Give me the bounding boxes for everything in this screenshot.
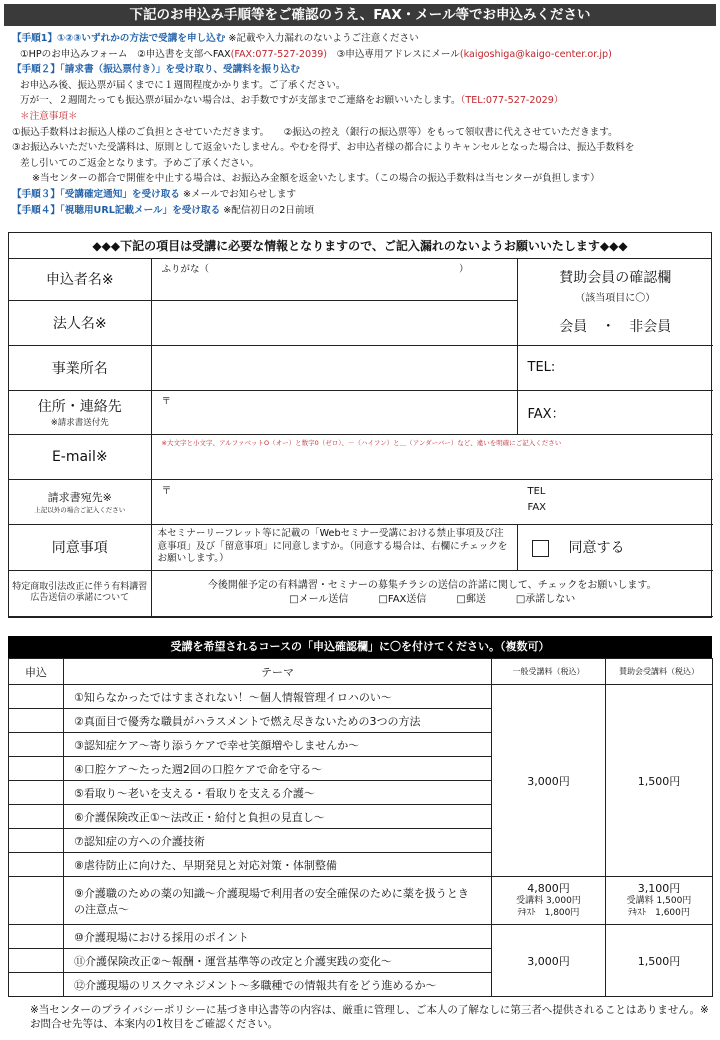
- agree-checkbox[interactable]: [532, 540, 549, 557]
- p9-member-total: 3,100円: [637, 881, 681, 895]
- course-theme: ②真面目で優秀な職員がハラスメントで燃え尽きないための3つの方法: [64, 709, 492, 733]
- billing-sub: 上記以外の場合ご記入ください: [34, 506, 126, 514]
- course-theme: ⑨介護職のための薬の知識～介護現場で利用者の安全確保のために薬を扱うときの注意点～: [64, 877, 492, 925]
- furigana-label: ふりがな（: [161, 264, 210, 275]
- page-title: 下記のお申込み手順等をご確認のうえ、FAX・メール等でお申込みください: [4, 4, 716, 26]
- caution-3c: ※当センターの都合で開催を中止する場合は、お振込み金額を返金いたします。（この場合の振込手数料は当センターが負担します）: [32, 173, 600, 185]
- apply-cell[interactable]: [9, 973, 64, 997]
- address-label-text: 住所・連絡先: [37, 399, 122, 415]
- billing-label: [9, 479, 151, 524]
- agree-text: 本セミナーリーフレット等に記載の「Webセミナー受講における禁止事項及び注意事項」及び「留意事項」に同意しますか。（同意する場合は、右欄にチェックをお願いします。）: [151, 524, 517, 570]
- member-title: 賛助会員の確認欄: [559, 270, 672, 287]
- member-check-cell[interactable]: [517, 259, 713, 345]
- apply-cell[interactable]: [9, 709, 64, 733]
- applicant-label: 申込者名※: [9, 259, 151, 300]
- apply-cell[interactable]: [9, 781, 64, 805]
- email-label: E-mail※: [9, 434, 151, 479]
- p9-general-total: 4,800円: [527, 881, 570, 895]
- consent-label: 特定商取引法改正に伴う有料講習広告送信の承諾について: [9, 570, 151, 616]
- apply-cell[interactable]: [9, 805, 64, 829]
- price-member-a: 1,500円: [606, 685, 713, 877]
- p9-general-fee: 受講料 3,000円: [516, 895, 581, 906]
- step1-note: ※記載や入力漏れのないようご注意ください: [228, 33, 419, 44]
- member-options: 会員 ・ 非会員: [559, 319, 672, 336]
- form-banner: ◆◆◆下記の項目は受講に必要な情報となりますので、ご記入漏れのないようお願いいたします◆◆◆: [9, 233, 711, 259]
- agree-check-label: 同意する: [568, 540, 625, 556]
- col-general-fee: 一般受講料（税込）: [492, 659, 606, 685]
- agree-label: 同意事項: [9, 524, 151, 570]
- price-general-9: [492, 877, 606, 925]
- course-theme: ①知らなかったではすまされない！～個人情報管理イロハのい～: [64, 685, 492, 709]
- course-theme: ⑥介護保険改正①～法改正・給付と負担の見直し～: [64, 805, 492, 829]
- price-general-b: 3,000円: [492, 925, 606, 997]
- apply-cell[interactable]: [9, 685, 64, 709]
- course-bar: 受講を希望されるコースの「申込確認欄」に〇を付けてください。（複数可）: [8, 636, 712, 658]
- col-theme: テーマ: [64, 659, 492, 685]
- billing-field[interactable]: [151, 479, 713, 524]
- course-table: [8, 658, 713, 997]
- caution-2: ②振込の控え（銀行の振込票等）をもって領収書に代えさせていただきます。: [283, 126, 618, 138]
- price-member-b: 1,500円: [606, 925, 713, 997]
- corp-field[interactable]: [151, 300, 517, 345]
- tel-label: TEL:: [527, 360, 556, 375]
- fax-label: FAX：: [527, 406, 565, 422]
- office-label: 事業所名: [9, 345, 151, 390]
- office-field[interactable]: [151, 345, 517, 390]
- col-member-fee: 賛助会受講料（税込）: [606, 659, 713, 685]
- billing-tel: TEL: [527, 485, 546, 497]
- step1-method1: ①HPのお申込みフォーム: [20, 48, 128, 60]
- step2-line1: お申込み後、振込票が届くまでに１週間程度かかります。ご了承ください。: [20, 79, 346, 91]
- apply-cell[interactable]: [9, 829, 64, 853]
- member-sub: （該当項目に〇）: [575, 293, 656, 305]
- consent-text: 今後開催予定の有料講習・セミナーの募集チラシの送信の許諾に関して、チェックをお願いします。: [207, 580, 657, 591]
- address-label: [9, 390, 151, 434]
- step3-note: ※メールでお知らせします: [182, 188, 297, 200]
- apply-cell[interactable]: [9, 925, 64, 949]
- step1-fax: (FAX:077-527-2039): [230, 48, 328, 60]
- p9-general-text: ﾃｷｽﾄ 1,800円: [517, 907, 580, 918]
- step3-label: 【手順３】「受講確定通知」を受け取る: [12, 188, 180, 200]
- apply-cell[interactable]: [9, 853, 64, 877]
- apply-cell[interactable]: [9, 949, 64, 973]
- step2-line2: 万が一、２週間たっても振込票が届かない場合は、お手数ですが支部までご連絡をお願いいたします。: [20, 95, 461, 107]
- apply-cell[interactable]: [9, 757, 64, 781]
- price-general-a: 3,000円: [492, 685, 606, 877]
- apply-cell[interactable]: [9, 877, 64, 925]
- postal-mark: 〒: [161, 395, 172, 407]
- fax-field[interactable]: [517, 390, 713, 434]
- step1-method3: ③申込専用アドレスにメール: [336, 48, 460, 60]
- apply-cell[interactable]: [9, 733, 64, 757]
- price-member-9: [606, 877, 713, 925]
- step2-label: 【手順２】「請求書（振込票付き）」を受け取り、受講料を振り込む: [12, 64, 300, 76]
- step1-mail: (kaigoshiga@kaigo-center.or.jp): [459, 48, 612, 60]
- course-theme: ⑤看取り～老いを支える・看取りを支える介護～: [64, 781, 492, 805]
- address-sub: ※請求書送付先: [50, 418, 109, 428]
- course-theme: ⑧虐待防止に向けた、早期発見と対応対策・体制整備: [64, 853, 492, 877]
- applicant-name-field[interactable]: [151, 259, 517, 300]
- email-note: ※大文字と小文字、アルファベットO（オー）と数字0（ゼロ）、－（ハイフン）と＿（アンダーバー）など、違いを明確にご記入ください: [161, 438, 562, 447]
- procedure-steps: [12, 31, 712, 218]
- corp-label: 法人名※: [9, 300, 151, 345]
- step1-label: 【手順1】①②③いずれかの方法で受講を申し込む: [12, 33, 226, 44]
- email-field[interactable]: [151, 434, 713, 479]
- course-theme: ④口腔ケア～たった週2回の口腔ケアで命を守る～: [64, 757, 492, 781]
- course-theme: ⑪介護保険改正②～報酬・運営基準等の改定と介護実践の変化～: [64, 949, 492, 973]
- col-apply: 申込: [9, 659, 64, 685]
- step2-tel: （TEL:077-527-2029）: [460, 95, 564, 107]
- caution-1: ①振込手数料はお振込人様のご負担とさせていただきます。: [12, 126, 265, 138]
- p9-member-text: ﾃｷｽﾄ 1,600円: [628, 907, 690, 918]
- course-theme: ③認知症ケア～寄り添うケアで幸せ笑顔増やしませんか～: [64, 733, 492, 757]
- tel-field[interactable]: [517, 345, 713, 390]
- application-form: [8, 232, 712, 618]
- course-theme: ⑫介護現場のリスクマネジメント～多職種での情報共有をどう進めるか～: [64, 973, 492, 997]
- billing-postal: 〒: [161, 485, 172, 497]
- billing-fax: FAX: [527, 501, 547, 513]
- caution-label: ＊注意事項＊: [20, 110, 78, 122]
- p9-member-fee: 受講料 1,500円: [626, 895, 692, 906]
- billing-label-text: 請求書宛先※: [47, 491, 112, 504]
- course-theme: ⑦認知症の方への介護技術: [64, 829, 492, 853]
- step4-label: 【手順４】「視聴用URL記載メール」を受け取る: [12, 204, 221, 216]
- consent-cell[interactable]: [151, 570, 713, 616]
- step1-method2: ②申込書を支部へFAX: [137, 48, 231, 60]
- course-theme: ⑩介護現場における採用のポイント: [64, 925, 492, 949]
- caution-3b: 差し引いてのご返金となります。予めご了承ください。: [20, 157, 260, 169]
- address-field[interactable]: [151, 390, 517, 434]
- privacy-footer: ※当センターのプライバシーポリシーに基づき申込書等の内容は、厳重に管理し、ご本人の了解なしに第三者へ提供されることはありません。※お問合せ先等は、本案内の1枚目をご確認ください。: [30, 1004, 709, 1030]
- step4-note: ※配信初日の2日前頃: [223, 204, 315, 216]
- furigana-close: ）: [459, 264, 469, 275]
- agree-check-cell[interactable]: [517, 524, 713, 570]
- caution-3a: ③お振込みいただいた受講料は、原則として返金いたしません。やむを得ず、お申込者様の都合によりキャンセルとなった場合は、振込手数料を: [12, 142, 635, 154]
- consent-options[interactable]: □メール送信 □FAX送信 □郵送 □承諾しない: [289, 594, 576, 605]
